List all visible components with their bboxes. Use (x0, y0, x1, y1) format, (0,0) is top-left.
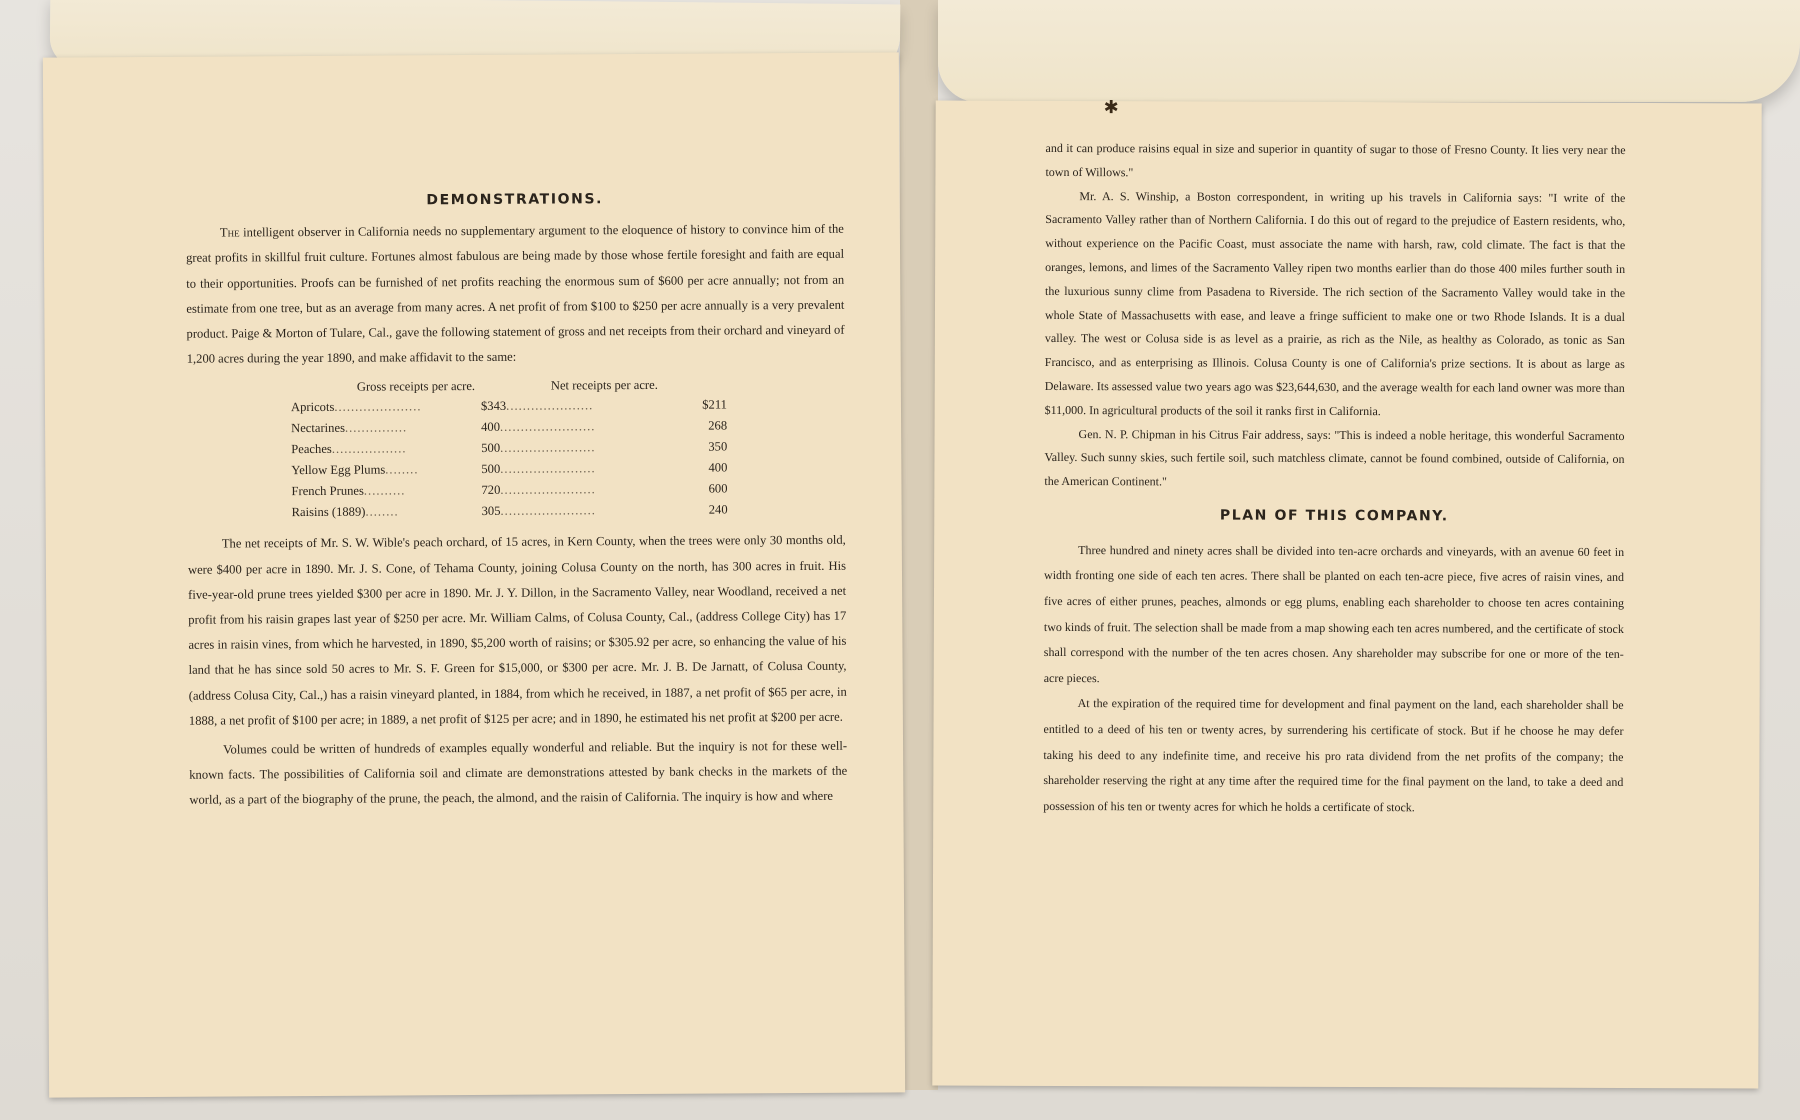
fruit-name: French Prunes (291, 484, 364, 499)
fruit-name: Nectarines (291, 421, 345, 436)
folded-leaf-right (938, 0, 1800, 102)
plan-paragraph: Three hundred and ninety acres shall be divided into ten-acre orchards and vineyards, with an avenue 60 feet in width fronting one side of each ten acres. There shall be planted on each ten-acre piece, five acres of raisin vines, and five acres of either prunes, peaches, almonds or egg plums, enabling each shareholder to choose ten acres containing two kinds of fruit. The selection shall be made from a map showing each ten acres numbered, and the certificate of stock shall correspond with the number of the ten acres chosen. Any shareholder may subscribe for one or more of the ten-acre pieces. (1043, 542, 1625, 685)
table-row: Raisins (1889)........ 305....................... 240 (291, 502, 728, 520)
receipts-table-header (187, 372, 845, 398)
table-row: Yellow Egg Plums........ 500....................... 400 (291, 460, 728, 478)
table-row: Nectarines............... 400....................... 268 (291, 418, 728, 436)
fruit-name: Peaches (291, 442, 332, 457)
examples-paragraph: The net receipts of Mr. S. W. Wible's peach orchard, of 15 acres, in Kern County, when the trees were only 30 months old, were $400 per acre in 1890. Mr. J. S. Cone, of Tehama County, joining Colusa County on the north, has 300 acres in fruit. His five-year-old prune trees yielded $300 per acre in 1890. Mr. J. Y. Dillon, in the Sacramento Valley, near Woodland, received a net profit from his raisin grapes last year of $250 per acre. Mr. William Calms, of Colusa County, Cal., (address College City) has 17 acres in raisin vines, from which he harvested, in 1890, $5,200 worth of raisins; or $305.92 per acre, so enhancing the value of his land that he has since sold 50 acres to Mr. S. F. Green for $15,000, or $300 per acre. Mr. J. B. De Jarnatt, of Colusa County, (address Colusa City, Cal.,) has a raisin vineyard planted, in 1884, from which he received, in 1887, a net profit of $65 per acre, in 1888, a net profit of $100 per acre; in 1889, a net profit of $125 per acre; and in 1890, he estimated his net profit at $200 per acre. (187, 533, 847, 728)
intro-text: intelligent observer in California needs no supplementary argument to the eloquence of history to convince him of the great profits in skillful fruit culture. Fortunes almost fabulous are being made by those whose fertile foresight and faith are equal to their opportunities. Proofs can be furnished of net profits reaching the enormous sum of $600 per acre annually; not from an estimate from one tree, but as an average from many acres. A net profit of from $100 to $250 per acre annually is a very prevalent product. Paige & Morton of Tulare, Cal., gave the following statement of gross and net receipts from their orchard and vineyard of 1,200 acres during the year 1890, and make affidavit to the same: (186, 221, 845, 366)
chipman-paragraph: Gen. N. P. Chipman in his Citrus Fair address, says: "This is indeed a noble heritage, this wonderful Sacramento Valley. Such sunny skies, such fertile soil, such matchless climate, cannot be found combined, outside of California, on the American Continent." (1044, 426, 1625, 489)
receipts-table (291, 395, 728, 524)
winship-paragraph: Mr. A. S. Winship, a Boston correspondent, in writing up his travels in California says: "I write of the Sacramento Valley rather than of Northern California. I do this out of regard to the prejudice of Eastern residents, who, without experience on the Pacific Coast, must associate the name with harsh, raw, cold climate. The fact is that the oranges, lemons, and limes of the Sacramento Valley ripen two months earlier than do those 400 miles further south in the luxurious sunny clime from Pasadena to Riverside. The rich section of the Sacramento Valley would take in the whole State of Massachusetts with ease, and leave a fringe sufficient to make one or two Rhode Islands. It is a dual valley. The west or Colusa side is as level as a prairie, as rich as the Nile, as healthy as Colorado, as tonic as San Francisco, and as enterprising as Illinois. Colusa County is one of California's prize sections. It is about as large as Delaware. Its assessed value two years ago was $23,644,630, and the average wealth for each land owner was more than $11,000. In agricultural products of the soil it ranks first in California. (1044, 188, 1626, 418)
net-value: 350 (708, 439, 728, 454)
gross-value: 500 (481, 441, 501, 456)
intro-first-word: The (219, 225, 240, 240)
gross-value: 400 (481, 420, 501, 435)
volumes-paragraph: Volumes could be written of hundreds of examples equally wonderful and reliable. But the inquiry is not for these well-known facts. The possibilities of California soil and climate are demonstrations attested by bank checks in the markets of the world, as a part of the biography of the prune, the peach, the almond, and the raisin of California. The inquiry is how and where (189, 738, 848, 808)
gross-value: 500 (481, 462, 501, 477)
gross-receipts-header: Gross receipts per acre. (356, 379, 476, 395)
net-value: 600 (708, 481, 728, 496)
net-value: 268 (708, 418, 728, 433)
willows-paragraph: and it can produce raisins equal in size and superior in quantity of sugar to those of Fresno County. It lies very near the town of Willows." (1045, 140, 1626, 180)
fruit-name: Apricots (290, 400, 335, 415)
fruit-name: Yellow Egg Plums (291, 462, 386, 478)
right-page (932, 97, 1761, 1089)
plan-heading: PLAN OF THIS COMPANY. (1219, 507, 1449, 525)
net-value: 400 (708, 460, 728, 475)
table-row: French Prunes.......... 720....................... 600 (291, 481, 728, 499)
gross-value: 305 (481, 504, 501, 519)
net-value: $211 (702, 397, 728, 413)
demonstrations-heading: DEMONSTRATIONS. (426, 191, 604, 209)
net-value: 240 (708, 502, 728, 517)
deed-paragraph: At the expiration of the required time for development and final payment on the land, each shareholder shall be entitled to a deed of his ten or twenty acres, by surrendering his certificate of stock. But if he choose he may defer taking his deed to any indefinite time, and receive his pro rata dividend from the net profits of the company; the shareholder reserving the right at any time after the required time for the final payment on the land, to take a deed and possession of his ten or twenty acres for which he holds a certificate of stock. (1043, 696, 1624, 814)
net-receipts-header: Net receipts per acre. (550, 378, 658, 393)
fruit-name: Raisins (1889) (291, 505, 366, 520)
intro-paragraph (186, 217, 845, 372)
ink-mark: ✱ (1103, 97, 1119, 118)
left-page (43, 52, 905, 1097)
gross-value: 720 (481, 483, 501, 498)
table-row: Apricots..................... $343..................... $211 (290, 397, 728, 415)
table-row: Peaches.................. 500....................... 350 (291, 439, 728, 457)
gross-value: $343 (480, 399, 507, 414)
